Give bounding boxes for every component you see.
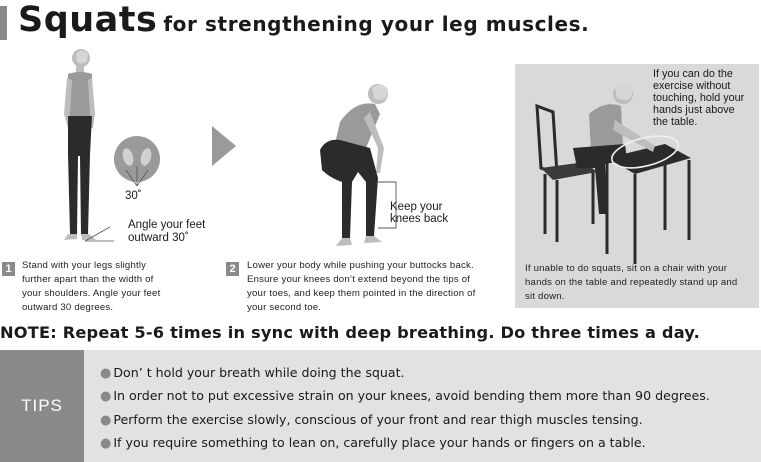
tip-item: [100, 385, 761, 408]
panel-bottom-line2: hands on the table and repeatedly stand up and: [525, 277, 738, 288]
tips-label: TIPS: [0, 350, 84, 462]
step-1-line4: outward 30 degrees.: [22, 302, 114, 313]
panel-top-line3: touching, hold your: [653, 92, 745, 104]
panel-top-line5: the table.: [653, 116, 698, 128]
tip-item: [100, 409, 761, 432]
step-1-line2: further apart than the width of: [22, 274, 154, 285]
title-main: Squats: [18, 0, 158, 40]
panel-bottom-line3: sit down.: [525, 291, 565, 302]
tip-text: If you require something to lean on, carefully place your hands or fingers on a table.: [113, 435, 646, 451]
step-2-line4: your second toe.: [247, 302, 322, 313]
tips-list: [84, 350, 761, 462]
next-step-arrow-icon: [212, 126, 236, 166]
tip-text: Perform the exercise slowly, conscious of your front and rear thigh muscles tensing.: [113, 411, 643, 427]
squatting-figure-illustration: [300, 78, 470, 254]
tip-text: Don’ t hold your breath while doing the squat.: [113, 365, 405, 380]
step-1-badge: 1: [2, 262, 15, 276]
panel-bottom-line1: If unable to do squats, sit on a chair with your: [525, 263, 728, 274]
panel-top-line2: exercise without: [653, 80, 731, 92]
step-1-line3: your shoulders. Angle your feet: [22, 288, 161, 299]
feet-angle-caption-line1: Angle your feet: [128, 219, 206, 231]
panel-top-line4: hands just above: [653, 104, 735, 116]
bullet-icon: ●: [100, 436, 112, 452]
step-2-line1: Lower your body while pushing your buttocks back.: [247, 260, 474, 271]
title-accent-bar: [0, 6, 7, 40]
angle-label: 30˚: [125, 190, 142, 202]
page-title: [18, 0, 589, 40]
bullet-icon: ●: [100, 366, 112, 381]
title-sub: for strengthening your leg muscles.: [163, 12, 590, 36]
tip-text: In order not to put excessive strain on your knees, avoid bending them more than 90 degrees.: [113, 388, 710, 404]
knees-caption-line1: Keep your: [390, 201, 443, 213]
tip-item: [100, 432, 761, 455]
step-1-line1: Stand with your legs slightly: [22, 260, 147, 271]
tips-section: [0, 350, 761, 462]
step-2-badge: 2: [226, 262, 239, 276]
step-2-line3: your toes, and keep them pointed in the direction of: [247, 288, 476, 299]
tip-item: [100, 362, 761, 385]
step-2-line2: Ensure your knees don’t extend beyond the tips of: [247, 274, 471, 285]
note-text: NOTE: Repeat 5-6 times in sync with deep breathing. Do three times a day.: [0, 323, 700, 342]
panel-top-line1: If you can do the: [653, 68, 733, 80]
bullet-icon: ●: [100, 412, 112, 428]
knees-caption-line2: knees back: [390, 213, 449, 225]
chair-alternative-panel: [515, 64, 759, 308]
bullet-icon: ●: [100, 389, 112, 405]
feet-angle-caption-line2: outward 30˚: [128, 232, 189, 244]
